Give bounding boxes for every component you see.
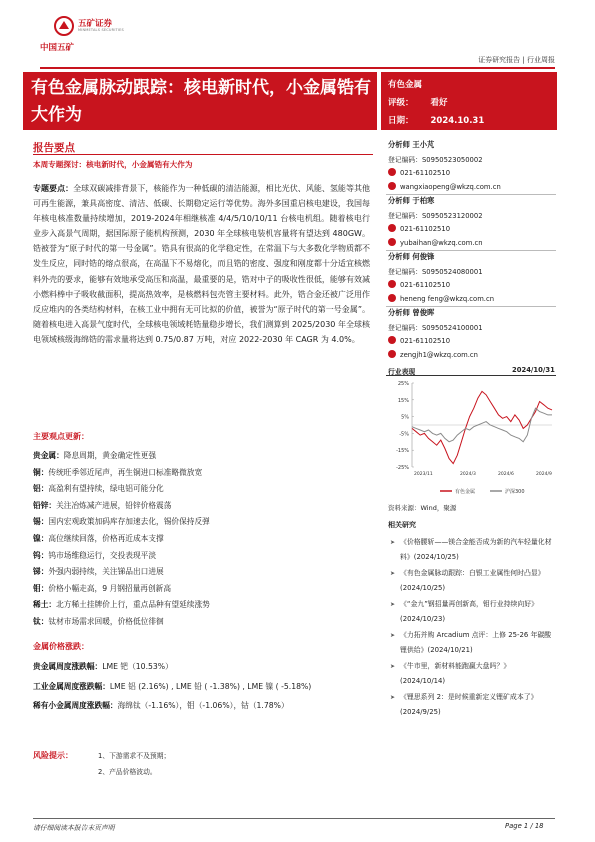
view-label: 铜： (33, 467, 49, 477)
analyst-divider (386, 194, 556, 195)
view-item (33, 533, 164, 544)
analyst-registration: 登记编码：S0950524080001 (388, 268, 483, 276)
chart-title: 行业表现 (388, 368, 416, 376)
price-change-row (33, 681, 311, 692)
analyst-name: 分析师 王小芃 (388, 140, 435, 149)
view-item (33, 516, 210, 527)
page-number: Page 1 / 18 (505, 822, 544, 830)
analyst-email (388, 238, 483, 247)
analyst-email (388, 350, 478, 359)
section-divider (33, 154, 373, 155)
view-text: 外强内弱持续，关注锑品出口进展 (48, 567, 164, 577)
x-tick-label: 2024/3 (460, 472, 476, 477)
price-change-text: LME 钯（10.53%） (102, 662, 173, 671)
legend-label-industry: 有色金属 (455, 489, 476, 495)
phone-icon (388, 168, 396, 176)
analyst-divider (386, 306, 556, 307)
analyst-phone (388, 336, 450, 345)
related-report-title: 《牛市里，新材料能跑赢大盘吗？》(2024/10/14) (400, 662, 511, 686)
report-type: 证券研究报告 | 行业周报 (478, 56, 555, 64)
phone-icon (388, 336, 396, 344)
view-text: 传统旺季邻近尾声，再生铜进口标准略微放宽 (48, 467, 203, 477)
arrow-icon: ➤ (390, 539, 396, 546)
phone-icon (388, 224, 396, 232)
view-label: 锡： (33, 517, 49, 527)
analyst-divider (386, 250, 556, 251)
analyst-registration: 登记编码：S0950523050002 (388, 156, 483, 164)
footer-disclaimer: 请仔细阅读本报告末页声明 (33, 824, 115, 832)
view-label: 钨： (33, 550, 49, 560)
analyst-phone (388, 224, 450, 233)
report-title: 有色金属脉动跟踪：核电新时代，小金属锆有大作为 (31, 78, 371, 125)
related-heading: 相关研究 (388, 521, 416, 529)
related-report-item (390, 566, 552, 596)
industry-performance-chart (386, 377, 556, 499)
price-change-label: 稀有小金属周度涨跌幅： (33, 701, 118, 710)
header-divider (40, 67, 555, 69)
analyst-phone-number: 021-61102510 (400, 337, 451, 345)
phone-icon (388, 280, 396, 288)
view-text: 钛材市场需求回暖，价格低位徘徊 (48, 617, 164, 626)
arrow-icon: ➤ (390, 601, 396, 608)
analyst-email-address: wangxiaopeng@wkzq.com.cn (400, 183, 501, 191)
analyst-phone (388, 168, 450, 177)
rating-value: 看好 (430, 98, 448, 108)
topic-paragraph (33, 181, 370, 347)
analyst-registration: 登记编码：S0950523120002 (388, 212, 483, 220)
view-label: 钛： (33, 617, 49, 626)
x-tick-label: 2024/9 (536, 472, 552, 477)
analyst-phone-number: 021-61102510 (400, 281, 451, 289)
view-label: 锑： (33, 567, 49, 577)
view-text: 国内宏观政策加码库存加速去化，锡价保持反弹 (48, 517, 210, 527)
logo-name-cn: 五矿证券 (78, 19, 113, 29)
analyst-name: 分析师 曾俊晖 (388, 308, 435, 317)
views-heading: 主要观点更新： (33, 432, 89, 441)
rating-row (388, 96, 448, 108)
view-item (33, 500, 171, 511)
minmetals-logo-icon (54, 16, 74, 36)
chart-divider (386, 375, 556, 376)
risk-item: 1、下游需求不及预期； (98, 752, 171, 760)
view-label: 稀土： (33, 600, 57, 610)
analyst-email-address: zengjh1@wkzq.com.cn (400, 351, 478, 359)
related-report-title: 《锂思系列 2：是时候重新定义锂矿成本了》(2024/9/25) (400, 693, 538, 717)
chart-source: 资料来源：Wind，聚源 (388, 504, 457, 512)
arrow-icon: ➤ (390, 570, 396, 577)
rating-box (381, 72, 557, 130)
view-item (33, 566, 164, 577)
footer-divider (33, 818, 555, 819)
related-report-item (390, 597, 552, 627)
email-icon (388, 182, 396, 190)
analyst-phone (388, 280, 450, 289)
price-change-text: 海绵钛（-1.16%），钼（-1.06%），钴（1.78%） (117, 701, 289, 710)
price-change-row (33, 700, 289, 711)
risk-item: 2、产品价格波动。 (98, 768, 157, 776)
logo-name-en: MINMETALS SECURITIES (78, 28, 124, 32)
related-report-item (390, 535, 552, 565)
related-report-title: 《“金九”钢招量再创新高，钼行业持续向好》(2024/10/23) (400, 600, 539, 624)
prices-heading: 金属价格涨跌： (33, 642, 89, 651)
view-item (33, 450, 156, 461)
x-tick-label: 2024/6 (498, 472, 514, 477)
date-row (388, 114, 484, 126)
analyst-email-address: yubaihan@wkzq.com.cn (400, 239, 483, 247)
analyst-phone-number: 021-61102510 (400, 169, 451, 177)
industry-name: 有色金属 (388, 80, 423, 90)
company-logo (40, 12, 130, 56)
section-heading: 报告要点 (33, 142, 75, 154)
view-text: 钨市场维稳运行，交投表现平淡 (48, 550, 157, 560)
related-report-item (390, 659, 552, 689)
view-text: 高盈利有望持续，绿电铝可能分化 (48, 484, 164, 494)
related-report-item (390, 690, 552, 720)
topic-text: 全球双碳减排背景下，核能作为一种低碳的清洁能源，相比光伏、风能、氢能等其他可再生能源，兼具高密度、清洁、低碳、长期稳定运行等优势。海外多国重启核电建设，我国每年核电核准数量持续增加，2019-2024年相继核准 4/4/5/10/10/11 台核电机组。随着核电行业步入高景气周期，据国际原子能机构预测，2030 年全球核电装机容量将有望达到 480GW。锆被誉为“原子时代的第一号金属”。锆具有很高的化学稳定性，在常温下与大多数化学物质都不发生反应，同时锆的熔点很高，在高温下不易熔化，而且锆的密度、强度和刚度都十分适宜核燃料外壳的要求，能够有效地承受高压和高温，最重要的是，锆对中子的吸收性很低，能够有效减小燃料棒中子吸收截面积，提高热效率，是核燃料包壳管主要材料。此外，锆合金还被广泛用作反应堆内的各类结构材料，在核工业中拥有无可比拟的价值，被誉为“原子时代的第一号金属”。随着核电进入高景气度时代，全球核电领域耗锆量稳步增长，我们测算到 2025/2030 年全球核电领域核级海绵锆的需求量将达到 0.75/0.87 万吨，对应 2022-2030 年 CAGR 为 4.0%。 (33, 184, 370, 344)
related-report-title: 《力拓并购 Arcadium 点评：上修 25-26 年碳酸锂供给》(2024/10/21) (400, 631, 552, 655)
legend-label-index: 沪深300 (505, 489, 525, 495)
arrow-icon: ➤ (390, 632, 396, 639)
analyst-email (388, 294, 494, 303)
view-label: 铝： (33, 484, 49, 494)
analyst-email-address: heneng feng@wkzq.com.cn (400, 295, 495, 303)
view-item (33, 467, 202, 478)
analyst-name: 分析师 于柏寒 (388, 196, 435, 205)
price-change-label: 工业金属周度涨跌幅： (33, 681, 110, 691)
rating-label: 评级： (388, 98, 414, 108)
email-icon (388, 294, 396, 302)
analyst-email (388, 182, 501, 191)
view-text: 价格小幅走高，9 月钢招量再创新高 (48, 583, 172, 593)
price-change-row (33, 661, 173, 672)
view-label: 贵金属： (33, 451, 64, 460)
weekly-theme: 本周专题探讨：核电新时代，小金属锆有大作为 (33, 160, 193, 169)
view-item (33, 483, 164, 494)
analyst-name: 分析师 何俊锋 (388, 252, 435, 261)
title-banner (23, 72, 377, 130)
topic-label: 专题要点： (33, 184, 74, 193)
email-icon (388, 238, 396, 246)
series-line-industry (412, 391, 552, 463)
price-change-text: LME 铝 (2.16%) , LME 铅 ( -1.38%) , LME 镍 ( -5.18%) (109, 681, 312, 691)
view-item (33, 550, 156, 561)
price-change-label: 贵金属周度涨跌幅： (33, 662, 103, 671)
related-report-item (390, 628, 552, 658)
view-text: 关注冶炼减产进展，铅锌价格震荡 (56, 500, 172, 510)
logo-company: 中国五矿 (40, 43, 75, 53)
view-label: 铅锌： (33, 500, 57, 510)
analyst-registration: 登记编码：S0950524100001 (388, 324, 483, 332)
arrow-icon: ➤ (390, 663, 396, 670)
y-tick-label: -15% (396, 448, 409, 455)
analyst-phone-number: 021-61102510 (400, 225, 451, 233)
view-text: 高位继续回落，价格再近成本支撑 (48, 534, 164, 543)
y-tick-label: 25% (397, 381, 409, 387)
date-label: 日期： (388, 116, 414, 126)
y-tick-label: 5% (401, 414, 409, 421)
chart-date: 2024/10/31 (512, 366, 555, 374)
y-tick-label: 15% (397, 397, 409, 404)
y-tick-label: -5% (399, 431, 409, 438)
email-icon (388, 350, 396, 358)
y-tick-label: -25% (396, 465, 409, 471)
date-value: 2024.10.31 (430, 116, 485, 126)
related-report-title: 《有色金属脉动跟踪：白银工业属性何时凸显》(2024/10/25) (400, 569, 545, 593)
view-item (33, 616, 164, 627)
x-tick-label: 2023/11 (414, 472, 433, 477)
arrow-icon: ➤ (390, 694, 396, 701)
view-label: 镍： (33, 534, 49, 543)
related-report-title: 《价格腰斩——镁合金能否成为新的汽车轻量化材料》(2024/10/25) (400, 538, 552, 562)
risk-heading: 风险提示： (33, 751, 73, 760)
view-label: 钼： (33, 583, 49, 593)
view-text: 北方稀土挂牌价上行，重点品种有望延续涨势 (56, 600, 210, 610)
view-item (33, 599, 210, 610)
view-item (33, 583, 171, 594)
view-text: 降息周期，黄金确定性更强 (63, 451, 157, 460)
